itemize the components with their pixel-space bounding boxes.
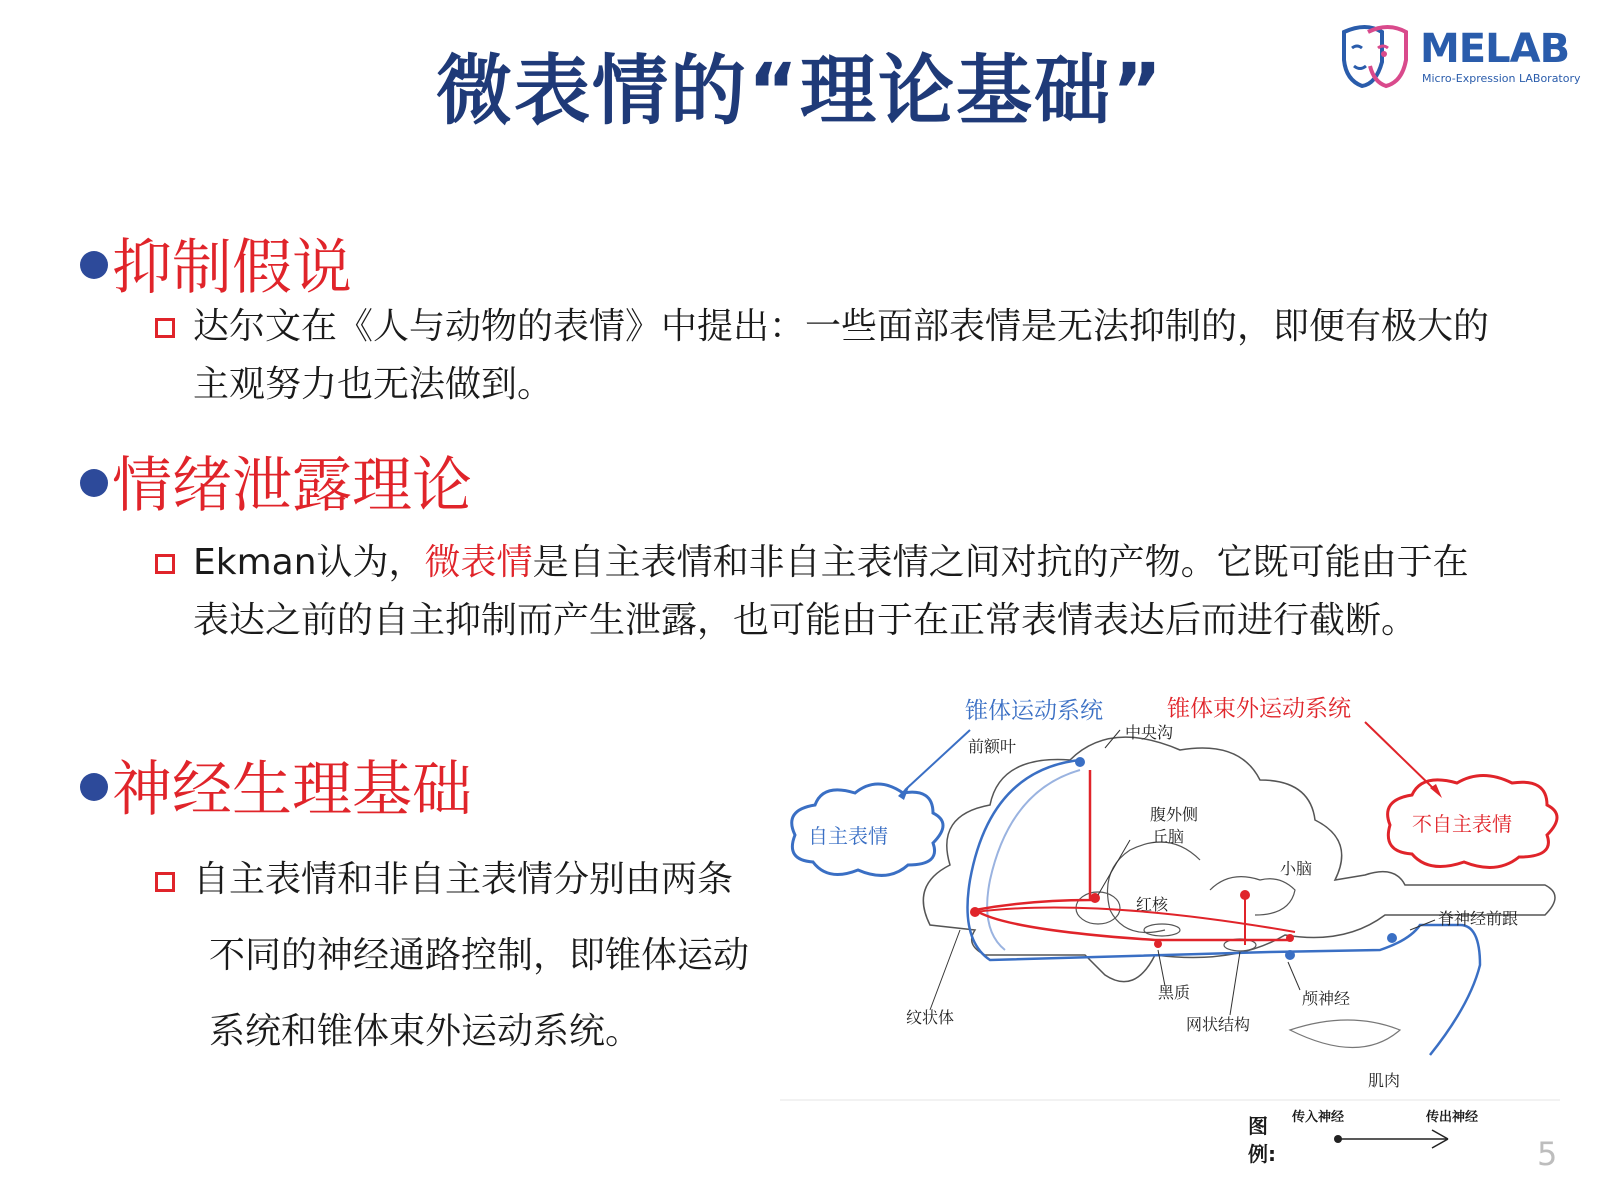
- diagram-legend: [1248, 1110, 1520, 1180]
- square-bullet-icon: [155, 318, 175, 338]
- label-muscle: 肌肉: [1368, 1071, 1401, 1090]
- page-title: 微表情的“理论基础”: [436, 46, 1164, 135]
- bullet-dot: [80, 469, 108, 497]
- heading-leakage: 情绪泄露理论: [80, 438, 472, 524]
- label-spinal: 脊神经前跟: [1438, 909, 1519, 928]
- label-striatum: 纹状体: [906, 1008, 955, 1027]
- label-cerebellum: 小脑: [1280, 859, 1313, 878]
- paragraph-suppression: 达尔文在《人与动物的表情》中提出：一些面部表情是无法抑制的，即便有极大的主观努力也无法做到。: [155, 298, 1495, 414]
- highlight-micro-expression: 微表情: [424, 542, 533, 583]
- label-frontal: 前额叶: [968, 737, 1017, 756]
- legend-label-1: 图: [1248, 1114, 1268, 1138]
- legend-label-2: 例:: [1248, 1142, 1276, 1166]
- label-thalamus-2: 丘脑: [1152, 827, 1185, 846]
- neural-pathway-diagram: [780, 690, 1590, 1110]
- melab-logo: [1338, 22, 1581, 92]
- pyramidal-title: 锥体运动系统: [965, 698, 1103, 724]
- label-substantia: 黑质: [1158, 983, 1191, 1002]
- legend-afferent: 传入神经: [1292, 1110, 1345, 1125]
- label-central: 中央沟: [1125, 723, 1174, 742]
- square-bullet-icon: [155, 872, 175, 892]
- label-red-nucleus: 红核: [1136, 895, 1169, 914]
- mask-icon: [1338, 22, 1418, 92]
- bullet-dot: [80, 773, 108, 801]
- label-reticular: 网状结构: [1186, 1015, 1251, 1034]
- paragraph-neuro: 自主表情和非自主表情分别由两条 不同的神经通路控制，即锥体运动 系统和锥体束外运动系统。: [155, 842, 795, 1070]
- legend-line-icon: [1280, 1110, 1520, 1170]
- extrapyramidal-title: 锥体束外运动系统: [1167, 696, 1351, 722]
- label-thalamus-1: 腹外侧: [1150, 805, 1199, 824]
- voluntary-label: 自主表情: [808, 824, 888, 848]
- heading-neuro: 神经生理基础: [80, 742, 472, 828]
- logo-subtitle: Micro-Expression LABoratory: [1422, 72, 1581, 85]
- square-bullet-icon: [155, 554, 175, 574]
- paragraph-leakage: Ekman认为，微表情是自主表情和非自主表情之间对抗的产物。它既可能由于在表达之前的自主抑制而产生泄露，也可能由于在正常表情表达后而进行截断。: [155, 534, 1495, 650]
- involuntary-label: 不自主表情: [1412, 812, 1512, 836]
- bullet-dot: [80, 251, 108, 279]
- label-cranial: 颅神经: [1302, 989, 1351, 1008]
- legend-efferent: 传出神经: [1426, 1110, 1479, 1125]
- logo-wordmark: MELAB: [1420, 26, 1570, 72]
- page-number: 5: [1537, 1135, 1558, 1173]
- heading-suppression: 抑制假说: [80, 220, 352, 306]
